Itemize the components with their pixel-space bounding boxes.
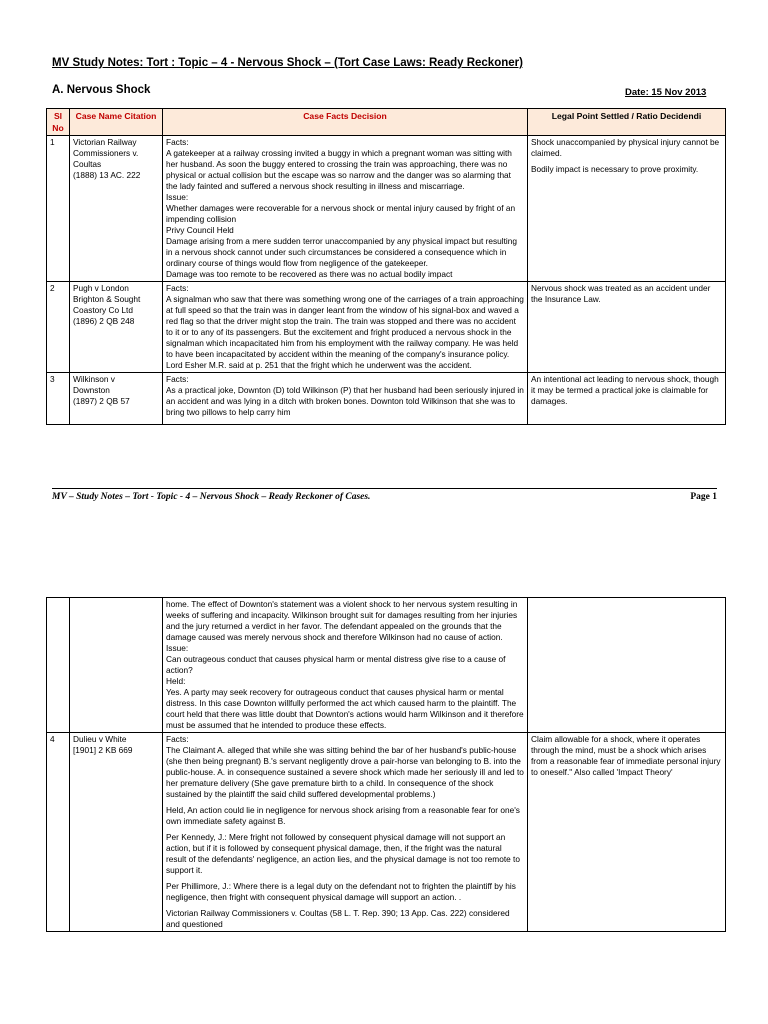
table-header-row	[47, 109, 726, 136]
fact-paragraph: Held, An action could lie in negligence for nervous shock arising from a reasonable fear for one's own immediate safety against B.	[166, 805, 520, 826]
cell-clip	[166, 374, 524, 418]
fact-paragraph: Per Kennedy, J.: Mere fright not followed by consequent physical damage will not support an action, but if it is followed by consequent physical damage, then, if the fright was the natural result of the defendants' negligence, an action lies, and the physical damage is not too remote to support it.	[166, 832, 520, 875]
fact-paragraph: Can outrageous conduct that causes physical harm or mental distress give rise to a cause of action?	[166, 654, 506, 675]
table-row	[47, 373, 726, 425]
row-case-facts	[163, 373, 528, 425]
legal-paragraph: Nervous shock was treated as an accident under the Insurance Law.	[531, 283, 711, 304]
fact-paragraph: Facts:	[166, 137, 189, 147]
row-sl-no	[47, 598, 70, 733]
row-case-name	[70, 373, 163, 425]
fact-paragraph: Privy Council Held	[166, 225, 234, 235]
fact-paragraph: Facts:	[166, 374, 189, 384]
footer-text: MV – Study Notes – Tort - Topic - 4 – Nervous Shock – Ready Reckoner of Cases.	[52, 492, 371, 502]
case-name-line: Dulieu v White	[73, 734, 127, 744]
section-heading: A. Nervous Shock	[52, 84, 151, 96]
case-name-line: Victorian Railway	[73, 137, 137, 147]
legal-paragraph: Claim allowable for a shock, where it operates through the mind, must be a shock which arises from a reasonable fear of immediate personal injury to oneself." Also called 'Impact Theory'	[531, 734, 721, 777]
fact-paragraph: A signalman who saw that there was something wrong one of the carriages of a train approaching at full speed so that the train was in danger leant from the window of his signal-box and waved a red flag so that the driver might stop the train. The train was stopped and there was no accident to it or to any of its passengers. But the excitement and fright produced a nervous shock in the signalman which incapacitated him from his employment with the railway company. He was held to have been incapacitated by accident within the meaning of the company's insurance policy.	[166, 294, 524, 359]
fact-paragraph: As a practical joke, Downton (D) told Wilkinson (P) that her husband had been seriously injured in an accident and was lying in a ditch with broken bones. Downton told Wilkinson that she was to bring two pillows to help carry him	[166, 385, 524, 417]
table-row	[47, 733, 726, 932]
fact-paragraph: The Claimant A. alleged that while she was sitting behind the bar of her husband's public-house (she then being pregnant) B.'s servant negligently drove a pair-horse van belonging to B. into the public-house. A. in consequence sustained a severe shock which made her seriously ill and led to her premature delivery (She gave premature birth to a child. In consequence of the shock sustained by the plaintiff the said child suffered developmental problems.)	[166, 745, 524, 799]
row-legal-point	[528, 598, 726, 733]
row-sl-no: 2	[47, 282, 70, 373]
header-case-facts: Case Facts Decision	[163, 109, 528, 136]
case-name-line: [1901] 2 KB 669	[73, 745, 133, 755]
row-legal-point	[528, 282, 726, 373]
header-legal-point: Legal Point Settled / Ratio Decidendi	[528, 109, 726, 136]
fact-paragraph: Issue:	[166, 643, 189, 653]
cell-clip	[73, 374, 159, 407]
page-footer	[52, 488, 717, 502]
fact-paragraph: Per Phillimore, J.: Where there is a legal duty on the defendant not to frighten the plaintiff by his negligence, then fright with consequent physical damage will support an action. .	[166, 881, 516, 902]
fact-paragraph: home. The effect of Downton's statement was a violent shock to her nervous system resulting in weeks of suffering and incapacity. Wilkinson brought suit for damages resulting from her injuries and the jury returned a verdict in her favor. The defendant appealed on the grounds that the damage caused was merely nervous shock and therefore Wilkinson had no cause of action.	[166, 599, 518, 642]
page-gap	[0, 515, 768, 597]
legal-paragraph: Shock unaccompanied by physical injury cannot be claimed.	[531, 137, 720, 158]
cases-table	[46, 108, 726, 425]
case-name-line: Brighton & Sought	[73, 294, 141, 304]
legal-paragraph: Bodily impact is necessary to prove proximity.	[531, 164, 699, 174]
row-legal-point	[528, 373, 726, 425]
case-name-line: Downston	[73, 385, 110, 395]
fact-paragraph: Damage was too remote to be recovered as there was no actual bodily impact	[166, 269, 453, 279]
fact-paragraph: A gatekeeper at a railway crossing invited a buggy in which a pregnant woman was sitting with her husband. As soon the buggy entered to crossing the train was approaching, there was no physical or actual collision but the escape was so narrow and the danger was so alarming that the lady fainted and suffered a nervous shock resulting in illness and miscarriage.	[166, 148, 512, 191]
case-name-line: Wilkinson v	[73, 374, 115, 384]
fact-paragraph: Facts:	[166, 283, 189, 293]
case-name-line: (1888) 13 AC. 222	[73, 170, 141, 180]
document-date: Date: 15 Nov 2013	[625, 87, 707, 98]
case-name-line: Coastory Co Ltd	[73, 305, 133, 315]
row-legal-point	[528, 136, 726, 282]
row-case-facts	[163, 733, 528, 932]
table-body	[47, 136, 726, 425]
row-sl-no	[47, 373, 70, 425]
legal-paragraph: An intentional act leading to nervous shock, though it may be termed a practical joke is claimable for damages.	[531, 374, 719, 406]
header-case-name: Case Name Citation	[70, 109, 163, 136]
table-row	[47, 598, 726, 733]
row-legal-point	[528, 733, 726, 932]
row-case-facts	[163, 282, 528, 373]
case-name-line: Commissioners v.	[73, 148, 139, 158]
document-title: MV Study Notes: Tort : Topic – 4 - Nervous Shock – (Tort Case Laws: Ready Reckoner)	[52, 57, 523, 69]
page-2	[0, 597, 768, 1024]
fact-paragraph: Damage arising from a mere sudden terror unaccompanied by any physical impact but resulting in a nervous shock cannot under such circumstances be considered a consequence which in ordinary course of things would flow from negligence of the gatekeeper.	[166, 236, 517, 268]
case-name-line: Coultas	[73, 159, 102, 169]
fact-paragraph: Yes. A party may seek recovery for outrageous conduct that causes physical harm or mental distress. In this case Downton willfully performed the act which caused harm to the plaintiff. The court held that there was little doubt that Downton's actions would harm Wilkinson and it therefore must be assumed that he intended to produce these effects.	[166, 687, 524, 730]
cell-clip	[531, 374, 722, 407]
cell-clip: 3	[50, 374, 55, 384]
case-name-line: (1897) 2 QB 57	[73, 396, 130, 406]
fact-paragraph: Facts:	[166, 734, 189, 744]
fact-paragraph: Held:	[166, 676, 186, 686]
case-name-line: (1896) 2 QB 248	[73, 316, 135, 326]
row-case-name	[70, 598, 163, 733]
table-row	[47, 282, 726, 373]
fact-paragraph: Issue:	[166, 192, 189, 202]
header-sl-no: Sl No	[47, 109, 70, 136]
table-row	[47, 136, 726, 282]
fact-paragraph: Whether damages were recoverable for a nervous shock or mental injury caused by fright of an impending collision	[166, 203, 516, 224]
fact-paragraph: Victorian Railway Commissioners v. Coultas (58 L. T. Rep. 390; 13 App. Cas. 222) considered and questioned	[166, 908, 510, 929]
row-case-facts	[163, 136, 528, 282]
case-name-line: Pugh v London	[73, 283, 129, 293]
fact-paragraph: Lord Esher M.R. said at p. 251 that the fright which he underwent was the accident.	[166, 360, 472, 370]
table-body-continued	[47, 598, 726, 932]
row-case-facts	[163, 598, 528, 733]
row-case-name	[70, 136, 163, 282]
row-case-name	[70, 733, 163, 932]
row-case-name	[70, 282, 163, 373]
footer-page-number: Page 1	[690, 492, 717, 502]
row-sl-no: 1	[47, 136, 70, 282]
row-sl-no: 4	[47, 733, 70, 932]
cases-table-continued	[46, 597, 726, 932]
